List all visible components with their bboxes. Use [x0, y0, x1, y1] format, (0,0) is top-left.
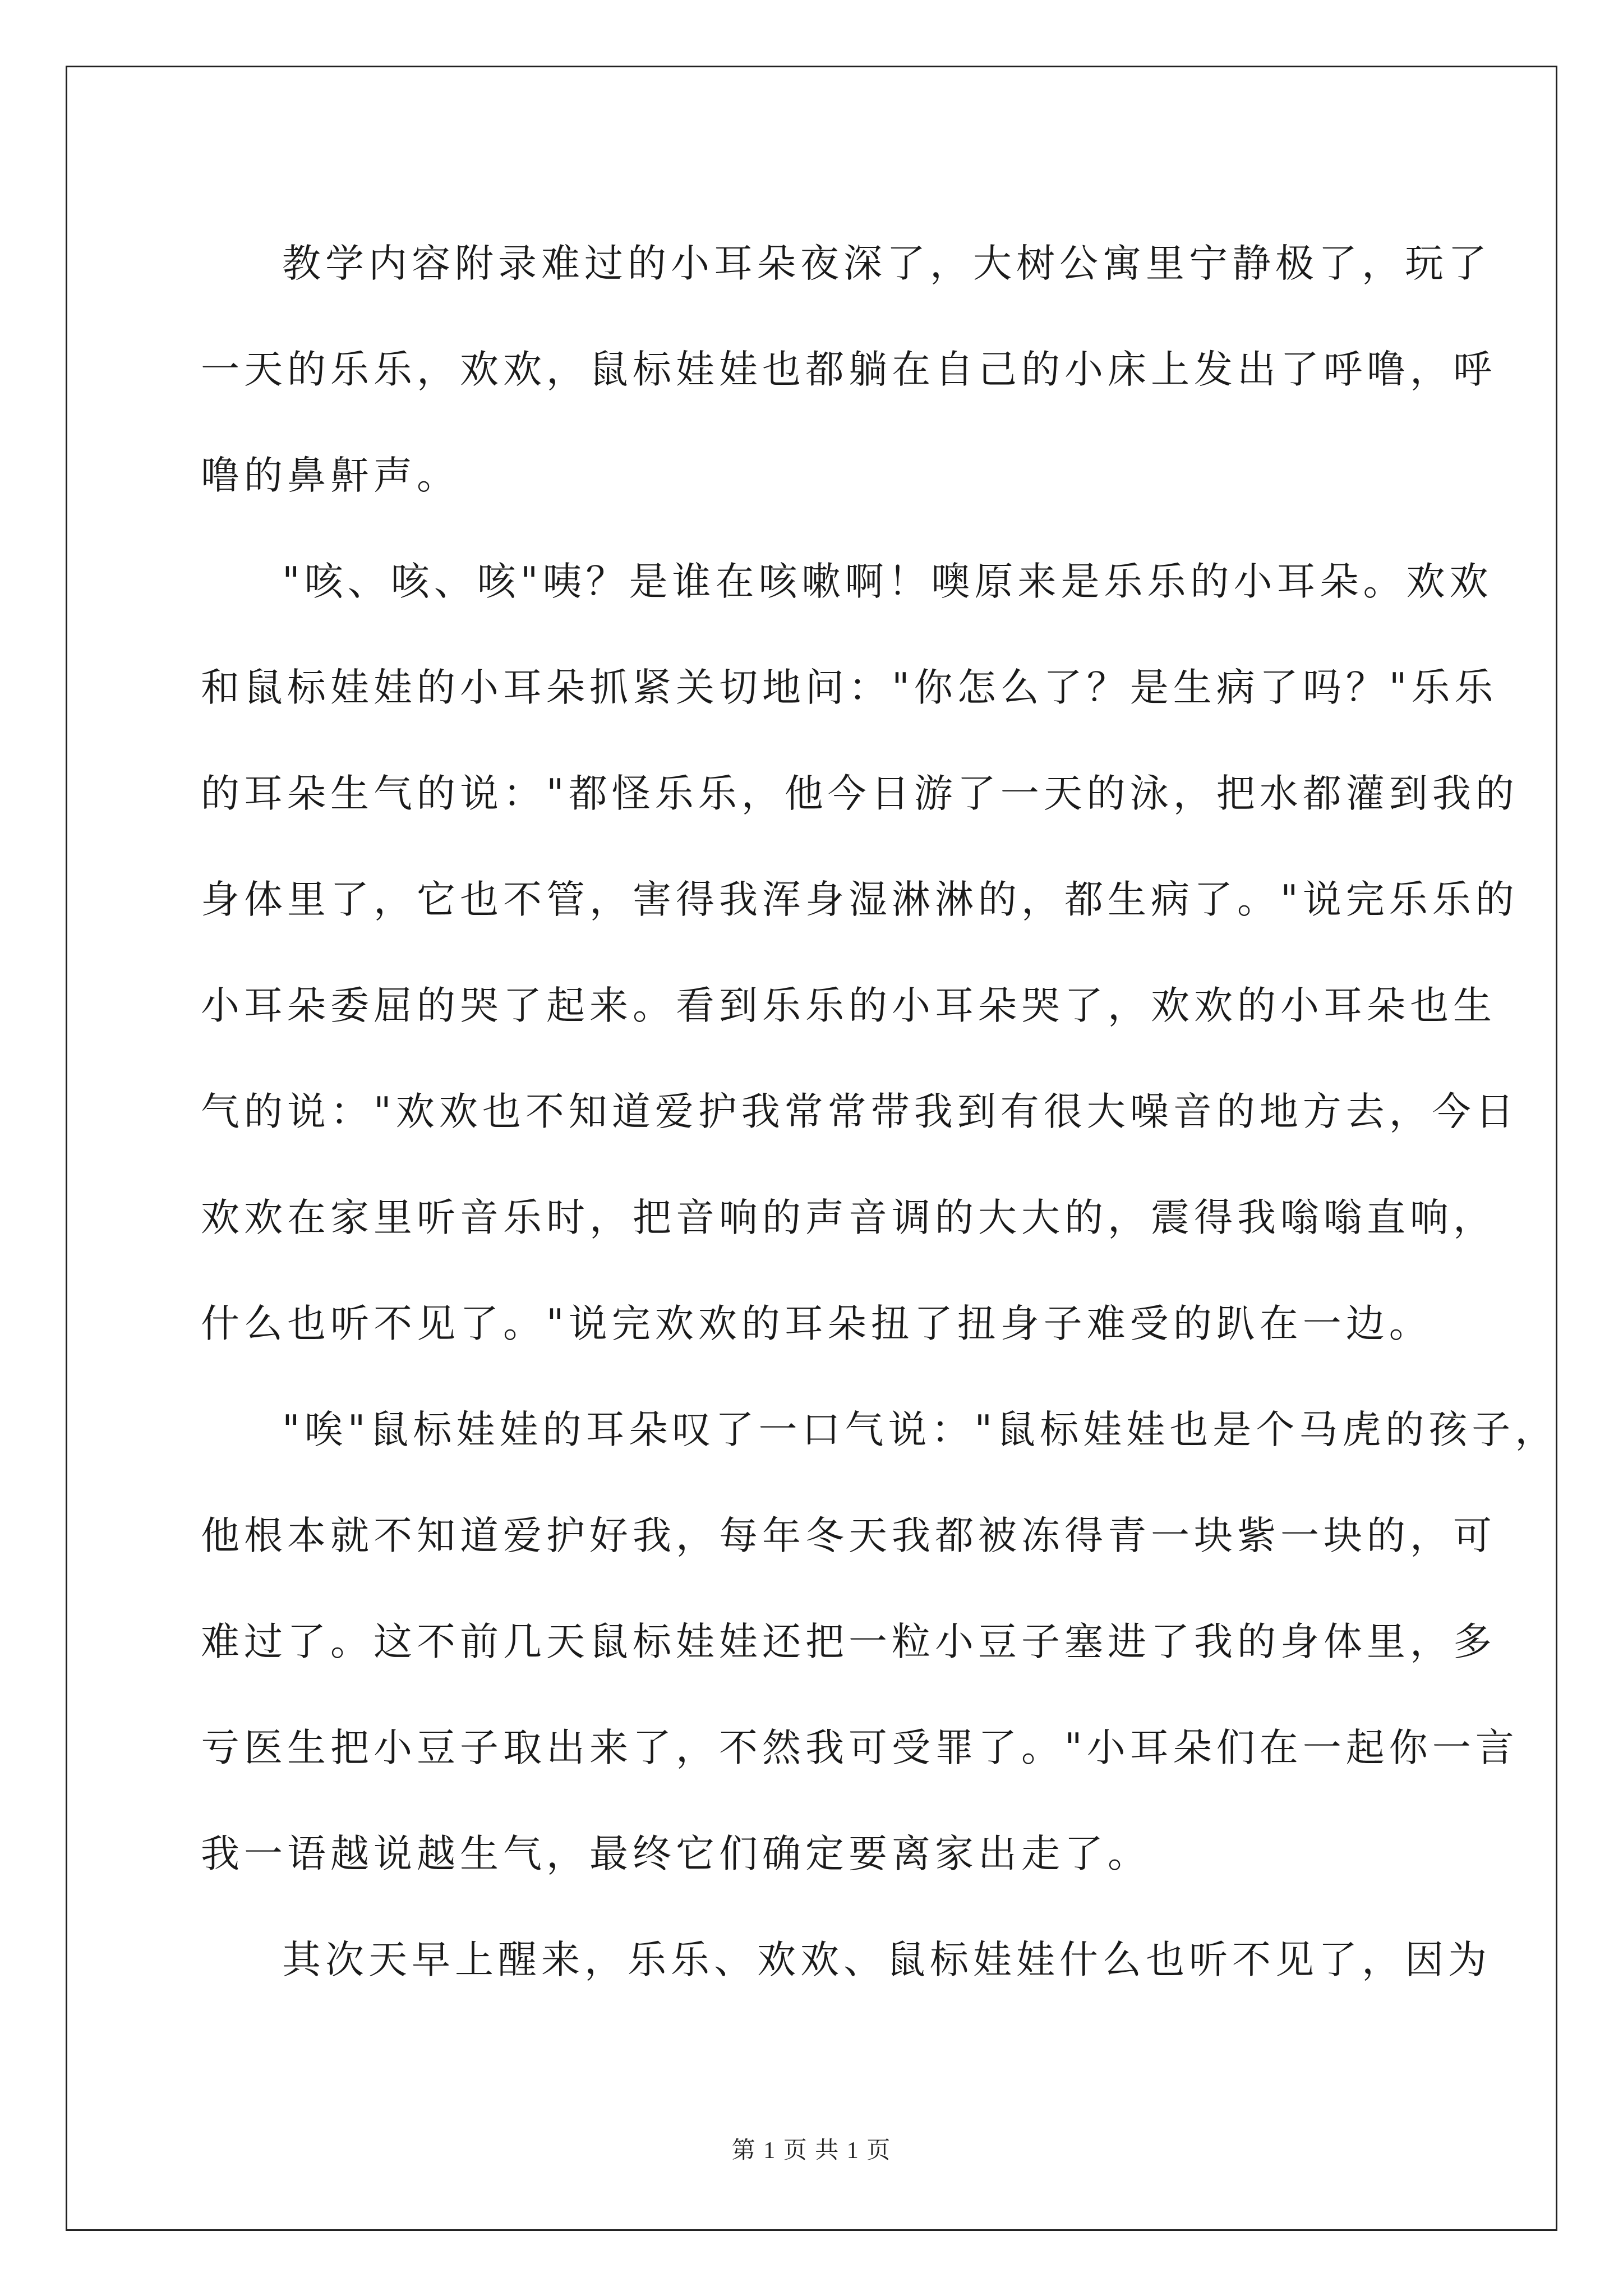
text-line: "唉"鼠标娃娃的耳朵叹了一口气说："鼠标娃娃也是个马虎的孩子， [282, 1407, 1559, 1452]
text-line: 身体里了，它也不管，害得我浑身湿淋淋的，都生病了。"说完乐乐的 [201, 877, 1519, 922]
text-line: 其次天早上醒来，乐乐、欢欢、鼠标娃娃什么也听不见了，因为 [282, 1938, 1491, 1982]
text-line: 一天的乐乐，欢欢，鼠标娃娃也都躺在自己的小床上发出了呼噜，呼 [201, 347, 1496, 392]
text-line: 气的说："欢欢也不知道爱护我常常带我到有很大噪音的地方去，今日 [201, 1089, 1519, 1134]
page-number-footer: 第 1 页 共 1 页 [731, 2138, 892, 2164]
text-line: "咳、咳、咳"咦？是谁在咳嗽啊！噢原来是乐乐的小耳朵。欢欢 [282, 559, 1493, 604]
text-line: 的耳朵生气的说："都怪乐乐，他今日游了一天的泳，把水都灌到我的 [201, 771, 1519, 816]
text-line: 难过了。这不前几天鼠标娃娃还把一粒小豆子塞进了我的身体里，多 [201, 1619, 1496, 1664]
text-line: 教学内容附录难过的小耳朵夜深了，大树公寓里宁静极了，玩了 [282, 241, 1491, 286]
text-line: 和鼠标娃娃的小耳朵抓紧关切地问："你怎么了？是生病了吗？"乐乐 [201, 665, 1498, 710]
text-line: 小耳朵委屈的哭了起来。看到乐乐的小耳朵哭了，欢欢的小耳朵也生 [201, 983, 1496, 1028]
text-line: 噜的鼻鼾声。 [201, 453, 460, 498]
text-line: 我一语越说越生气，最终它们确定要离家出走了。 [201, 1832, 1151, 1876]
text-line: 亏医生把小豆子取出来了，不然我可受罪了。"小耳朵们在一起你一言 [201, 1726, 1519, 1770]
document-body [201, 219, 1559, 2021]
text-line: 欢欢在家里听音乐时，把音响的声音调的大大的，震得我嗡嗡直响， [201, 1195, 1496, 1240]
text-line: 什么也听不见了。"说完欢欢的耳朵扭了扭身子难受的趴在一边。 [201, 1301, 1432, 1346]
text-line: 他根本就不知道爱护好我，每年冬天我都被冻得青一块紫一块的，可 [201, 1513, 1496, 1558]
